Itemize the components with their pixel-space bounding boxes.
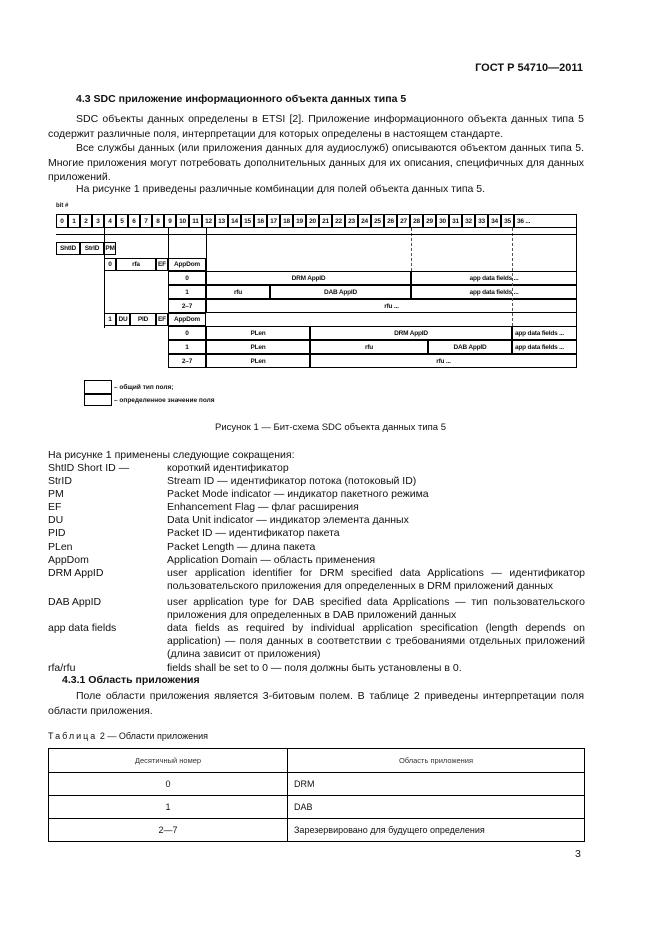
bit-number-cell: 33 (475, 214, 488, 228)
abbreviation-term: EF (48, 501, 62, 513)
abbreviation-term: DAB AppID (48, 596, 102, 608)
bit-number-label: bit # (56, 203, 69, 209)
appdom-value-1: 1 (168, 340, 206, 354)
bit-number-cell: 10 (176, 214, 189, 228)
rfu-field: rfu (310, 340, 428, 354)
ef-field-1: EF (156, 258, 168, 271)
paragraph-2-text: Все службы данных (или приложения данных для аудиослужб) описываются объектом данных типа 5. Многие приложения могут потребовать дополнительных данных для их описания, специфичных для данных приложений. (48, 142, 584, 183)
bit-number-cell: 21 (319, 214, 332, 228)
abbreviation-term: ShtID Short ID — (48, 462, 130, 474)
shtid-field: ShtID (56, 242, 80, 255)
guide-line (104, 228, 105, 328)
bit-number-cell: 17 (267, 214, 280, 228)
bit-number-cell: 26 (384, 214, 397, 228)
abbreviation-definition: Application Domain — область применения (167, 554, 376, 566)
abbreviation-definition: Packet Mode indicator — индикатор пакетного режима (167, 488, 429, 500)
section-title: 4.3 SDC приложение информационного объекта данных типа 5 (76, 93, 407, 105)
abbreviation-definition: data fields as required by individual application specification (length depends on application) — поля данных в соответствии с требованиями отдельных приложений (длина зависит от приложения) (167, 622, 585, 660)
bit-number-cell: 7 (140, 214, 152, 228)
bit-number-cell: 32 (462, 214, 475, 228)
abbreviation-definition: короткий идентификатор (167, 462, 289, 474)
bit-number-cell: 9 (164, 214, 176, 228)
page-number: 3 (575, 848, 581, 860)
app-data-fields: app data fields ... (411, 271, 577, 285)
abbreviation-term: DU (48, 514, 64, 526)
bit-number-cell: 6 (128, 214, 140, 228)
bit-number-cell: 8 (152, 214, 164, 228)
bit-number-cell: 0 (56, 214, 68, 228)
pm-value-0: 0 (104, 258, 116, 271)
table-caption-rest: 2 — Области приложения (99, 731, 209, 741)
document-header: ГОСТ Р 54710—2011 (475, 62, 583, 74)
paragraph-2 (48, 141, 584, 185)
appdom-value-2-7: 2–7 (168, 299, 206, 313)
appdom-field-2: AppDom (168, 313, 206, 326)
figure-caption: Рисунок 1 — Бит-схема SDC объекта данных типа 5 (214, 422, 447, 433)
table-cell: DAB (288, 796, 585, 819)
bit-number-cell: 20 (306, 214, 319, 228)
abbreviation-term: PLen (48, 541, 73, 553)
paragraph-3-text: На рисунке 1 приведены различные комбинации для полей объекта данных типа 5. (76, 183, 486, 195)
appdom-value-0: 0 (168, 271, 206, 285)
abbreviation-definition: Enhancement Flag — флаг расширения (167, 501, 359, 513)
table-row (49, 773, 585, 796)
paragraph-3 (48, 182, 584, 197)
table-cell: Зарезервировано для будущего определения (288, 819, 585, 842)
drm-appid-field: DRM AppID (206, 271, 411, 285)
abbreviation-definition: Packet ID — идентификатор пакета (167, 527, 340, 539)
plen-field: PLen (206, 340, 310, 354)
abbreviation-definition: Data Unit indicator — индикатор элемента данных (167, 514, 409, 526)
abbreviation-definition: user application type for DAB specified data Applications — тип пользовательского приложения для определенных в DAB приложений данных (167, 596, 585, 621)
abbreviation-definition-wrap (167, 462, 585, 475)
appdom-field-1: AppDom (168, 258, 206, 271)
bit-number-cell: 3 (92, 214, 104, 228)
legend-text-general: – общий тип поля; (114, 384, 174, 391)
strid-field: StrID (80, 242, 104, 255)
bit-number-cell: 13 (215, 214, 228, 228)
ef-field-2: EF (156, 313, 168, 326)
rfa-field: rfa (116, 258, 156, 271)
abbreviation-term: rfa/rfu (48, 662, 76, 674)
legend-text-defined: – определенное значение поля (114, 397, 215, 404)
table-cell: 2—7 (49, 819, 288, 842)
bit-number-cell: 28 (410, 214, 423, 228)
abbreviations-intro: На рисунке 1 применены следующие сокращения: (48, 449, 295, 461)
app-data-fields: app data fields ... (512, 326, 577, 340)
dab-appid-field: DAB AppID (270, 285, 411, 299)
guide-line (576, 228, 577, 368)
bit-number-cell: 5 (116, 214, 128, 228)
table-cell: DRM (288, 773, 585, 796)
plen-field: PLen (206, 354, 310, 368)
pid-field: PID (130, 313, 156, 326)
abbreviation-term: AppDom (48, 554, 89, 566)
abbreviation-term: PID (48, 527, 66, 539)
appdom-value-2-7: 2–7 (168, 354, 206, 368)
rfu-field: rfu (206, 285, 270, 299)
guide-line (168, 228, 169, 368)
bit-number-cell: 18 (280, 214, 293, 228)
table-header-cell: Десятичный номер (49, 749, 288, 773)
bit-number-cell: 22 (332, 214, 345, 228)
subsection-paragraph-text: Поле области приложения является 3-битовым полем. В таблице 2 приведены интерпретации поля области приложения. (48, 690, 584, 717)
table-cell: 0 (49, 773, 288, 796)
bit-number-cell: 19 (293, 214, 306, 228)
du-field: DU (116, 313, 130, 326)
bit-number-cell: 23 (345, 214, 358, 228)
abbreviation-definition: Packet Length — длина пакета (167, 541, 316, 553)
bit-number-cell: 29 (423, 214, 436, 228)
drm-appid-field: DRM AppID (310, 326, 512, 340)
appdom-value-0: 0 (168, 326, 206, 340)
table-header-cell: Область приложения (288, 749, 585, 773)
table-row (49, 796, 585, 819)
legend-box-defined (84, 394, 112, 406)
bit-number-cell: 31 (449, 214, 462, 228)
application-domain-table (48, 748, 585, 842)
paragraph-1-text: SDC объекты данных определены в ETSI [2]. Приложение информационного объекта данных типа 5 содержит различные поля, интерпретации для которых определены в настоящем стандарте. (48, 113, 584, 140)
abbreviation-term: PM (48, 488, 64, 500)
bit-number-cell: 2 (80, 214, 92, 228)
dab-appid-field: DAB AppID (428, 340, 512, 354)
bit-number-cell: 30 (436, 214, 449, 228)
paragraph-1 (48, 112, 584, 141)
subsection-title: 4.3.1 Область приложения (62, 674, 200, 686)
bit-number-cell: 27 (397, 214, 410, 228)
abbreviation-term: app data fields (48, 622, 117, 634)
table-row (49, 819, 585, 842)
table-caption-word: Таблица (48, 731, 98, 741)
app-data-fields: app data fields ... (512, 340, 577, 354)
bit-number-cell: 11 (189, 214, 202, 228)
abbreviation-definition: fields shall be set to 0 — поля должны быть установлены в 0. (167, 662, 462, 674)
bit-number-cell: 12 (202, 214, 215, 228)
appdom-value-1: 1 (168, 285, 206, 299)
guide-line (512, 228, 513, 326)
pm-field: PM (104, 242, 116, 255)
plen-field: PLen (206, 326, 310, 340)
bit-number-cell: 15 (241, 214, 254, 228)
table-header-row (49, 749, 585, 773)
bit-number-cell: 1 (68, 214, 80, 228)
legend-box-general (84, 380, 112, 394)
bit-number-cell: 25 (371, 214, 384, 228)
bit-number-cell: 36 ... (514, 214, 577, 228)
bit-number-cell: 16 (254, 214, 267, 228)
rfu-field-wide: rfu ... (206, 299, 577, 313)
abbreviation-term: StrID (48, 475, 72, 487)
bit-number-cell: 35 (501, 214, 514, 228)
rfu-field-wide: rfu ... (310, 354, 577, 368)
bit-number-cell: 4 (104, 214, 116, 228)
bit-number-cell: 14 (228, 214, 241, 228)
bit-number-cell: 34 (488, 214, 501, 228)
pm-value-1: 1 (104, 313, 116, 326)
app-data-fields: app data fields ... (411, 285, 577, 299)
guide-line (56, 234, 577, 235)
table-cell: 1 (49, 796, 288, 819)
table-caption (48, 731, 208, 741)
abbreviation-definition: user application identifier for DRM specified data Applications — идентификатор пользовательского приложения для определенных в DRM приложений данных (167, 567, 585, 592)
subsection-paragraph (48, 689, 584, 718)
bit-number-cell: 24 (358, 214, 371, 228)
abbreviation-definition: Stream ID — идентификатор потока (потоковый ID) (167, 475, 417, 487)
abbreviation-term: DRM AppID (48, 567, 104, 579)
